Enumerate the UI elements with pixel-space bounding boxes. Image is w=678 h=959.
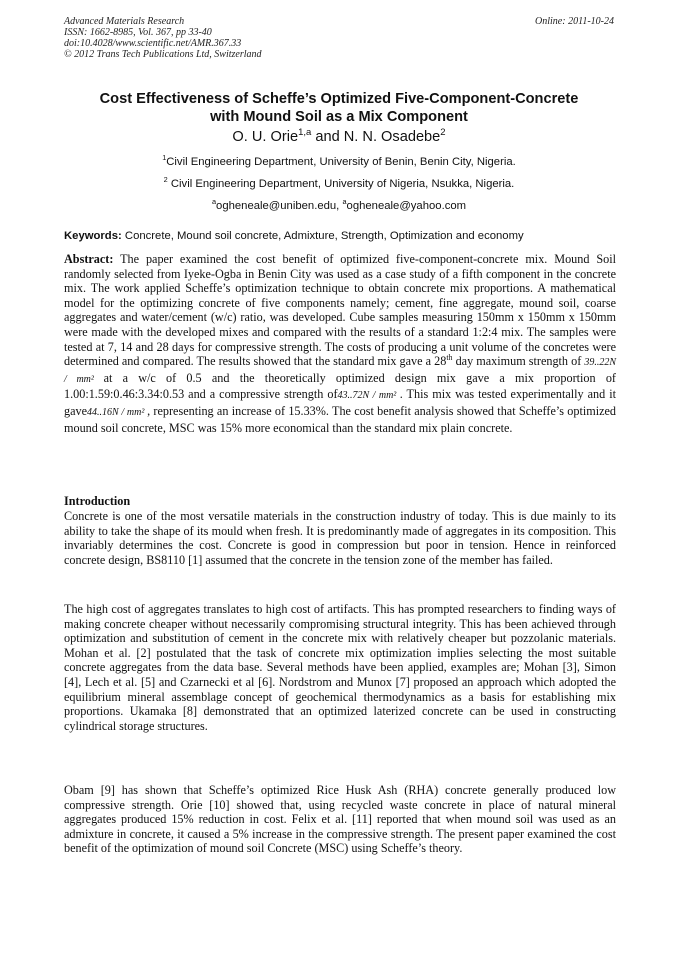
keywords bbox=[64, 230, 624, 242]
introduction-paragraph-1: Concrete is one of the most versatile materials in the construction industry of today. This is due mainly to its ability to take the shape of its mould when fresh. It is predominantly made of aggregates in its composition. This invariably determines the cost. Concrete is good in compression but poor in tension. Hence in reinforced concrete design, BS8110 [1] assumed that the concrete in the tension zone of the member has failed. bbox=[64, 509, 616, 567]
abstract-text-2: day maximum strength of bbox=[452, 354, 585, 369]
issn-line: ISSN: 1662-8985, Vol. 367, pp 33-40 bbox=[64, 27, 212, 38]
introduction-heading: Introduction bbox=[64, 494, 131, 508]
affiliation-1 bbox=[60, 153, 618, 168]
introduction-paragraph-2: The high cost of aggregates translates to high cost of artifacts. This has prompted researchers to finding ways of making concrete cheaper without necessarily compromising structural integrity. This has been achieved through optimization and substitution of cement in the concrete mix with relatively cheaper but pozzolanic materials. Mohan et al. [2] postulated that the task of concrete mix optimization implies selecting the most suitable concrete aggregates from the data base. Several methods have been applied, examples are; Mohan [3], Simon [4], Lech et al. [5] and Czarnecki et al [6]. Nordstrom and Munox [7] proposed an approach which adopted the equilibrium mineral assemblage concept of geochemical thermodynamics as a basis for establishing mix proportions. Ukamaka [8] demonstrated that an optimized laterized concrete can be used in constructing cylindrical storage structures. bbox=[64, 602, 616, 733]
abstract-text-5: , representing an increase of 15.33%. The cost benefit analysis showed that Scheffe’s optimized mound soil concrete, MSC was 15% more economical than the standard mix plain concrete. bbox=[64, 403, 616, 435]
affiliation-2-text: Civil Engineering Department, University of Nigeria, Nsukka, Nigeria. bbox=[167, 178, 515, 190]
paper-title bbox=[60, 90, 618, 126]
author-1-superscript: 1,a bbox=[298, 127, 312, 139]
math-strength-optimized: 43..72N / mm² bbox=[337, 390, 400, 402]
keywords-label: Keywords: bbox=[64, 230, 122, 242]
author-2: N. N. Osadebe bbox=[343, 129, 441, 145]
affiliation-1-text: Civil Engineering Department, University of Benin, Benin City, Nigeria. bbox=[166, 156, 516, 168]
math-strength-tested: 44..16N / mm² bbox=[87, 406, 148, 418]
abstract-text-4: . This mix was tested experimentally and it gave bbox=[64, 387, 616, 418]
abstract-label: Abstract: bbox=[64, 252, 114, 266]
copyright-line: © 2012 Trans Tech Publications Ltd, Switzerland bbox=[64, 49, 262, 60]
online-date: Online: 2011-10-24 bbox=[535, 16, 614, 27]
journal-header bbox=[64, 16, 614, 60]
affiliation-2 bbox=[60, 175, 618, 190]
email-2-superscript: a bbox=[342, 197, 347, 207]
authors bbox=[60, 129, 618, 145]
abstract bbox=[64, 252, 616, 435]
introduction-paragraph-3: Obam [9] has shown that Scheffe’s optimized Rice Husk Ash (RHA) concrete generally produced low compressive strength. Orie [10] showed that, using recycled waste concrete in place of natural mineral aggregates produced 15% reduction in cost. Felix et al. [11] reported that when mound soil was used as an admixture in concrete, it caused a 5% increase in the compressive strength. The present paper examined the cost benefit of the optimization of mound soil Concrete (MSC) using Scheffe’s theory. bbox=[64, 783, 616, 856]
email-1-superscript: a bbox=[211, 197, 217, 207]
email-2: ogheneale@yahoo.com bbox=[346, 200, 467, 212]
keywords-text: Concrete, Mound soil concrete, Admixture, Strength, Optimization and economy bbox=[121, 230, 524, 242]
doi-line: doi:10.4028/www.scientific.net/AMR.367.33 bbox=[64, 38, 242, 49]
abstract-th-superscript: th bbox=[446, 353, 453, 363]
affiliation-2-superscript: 2 bbox=[163, 175, 168, 185]
affiliation-1-superscript: 1 bbox=[162, 153, 167, 163]
author-1: O. U. Orie bbox=[232, 129, 299, 145]
author-and: and bbox=[311, 129, 344, 145]
author-emails bbox=[60, 197, 618, 212]
title-line-2: with Mound Soil as a Mix Component bbox=[210, 109, 468, 125]
author-2-superscript: 2 bbox=[440, 127, 446, 139]
abstract-text-1: The paper examined the cost benefit of optimized five-component-concrete mix. Mound Soil randomly selected from Iyeke-Ogba in Benin City was used as a case study of a fifth component in the concrete mix. The work applied Scheffe’s optimization technique to obtain concrete mix proportions. A mathematical model for the optimizing concrete of five components namely; cement, fine aggregate, mound soil, coarse aggregates and water/cement (w/c) ratio, was developed. Cube samples measuring 150mm x 150mm x 150mm were made with the developed mixes and compared with the results of a standard 1:2:4 mix. The samples were tested at 7, 14 and 28 days for compressive strength. The costs of producing a unit volume of the concretes were determined and compared. The results showed that the standard mix gave a 28 bbox=[64, 252, 616, 369]
abstract-text-3: at a w/c of 0.5 and the theoretically optimized design mix gave a mix proportion of 1.00:1.59:0.46:3.34:0.53 and a compressive strength of bbox=[64, 370, 616, 402]
journal-name: Advanced Materials Research bbox=[64, 16, 185, 27]
math-strength-standard: 39..22N / mm² bbox=[64, 357, 617, 385]
title-line-1: Cost Effectiveness of Scheffe’s Optimized Five-Component-Concrete bbox=[99, 91, 579, 107]
email-1: ogheneale@uniben.edu, bbox=[216, 200, 343, 212]
